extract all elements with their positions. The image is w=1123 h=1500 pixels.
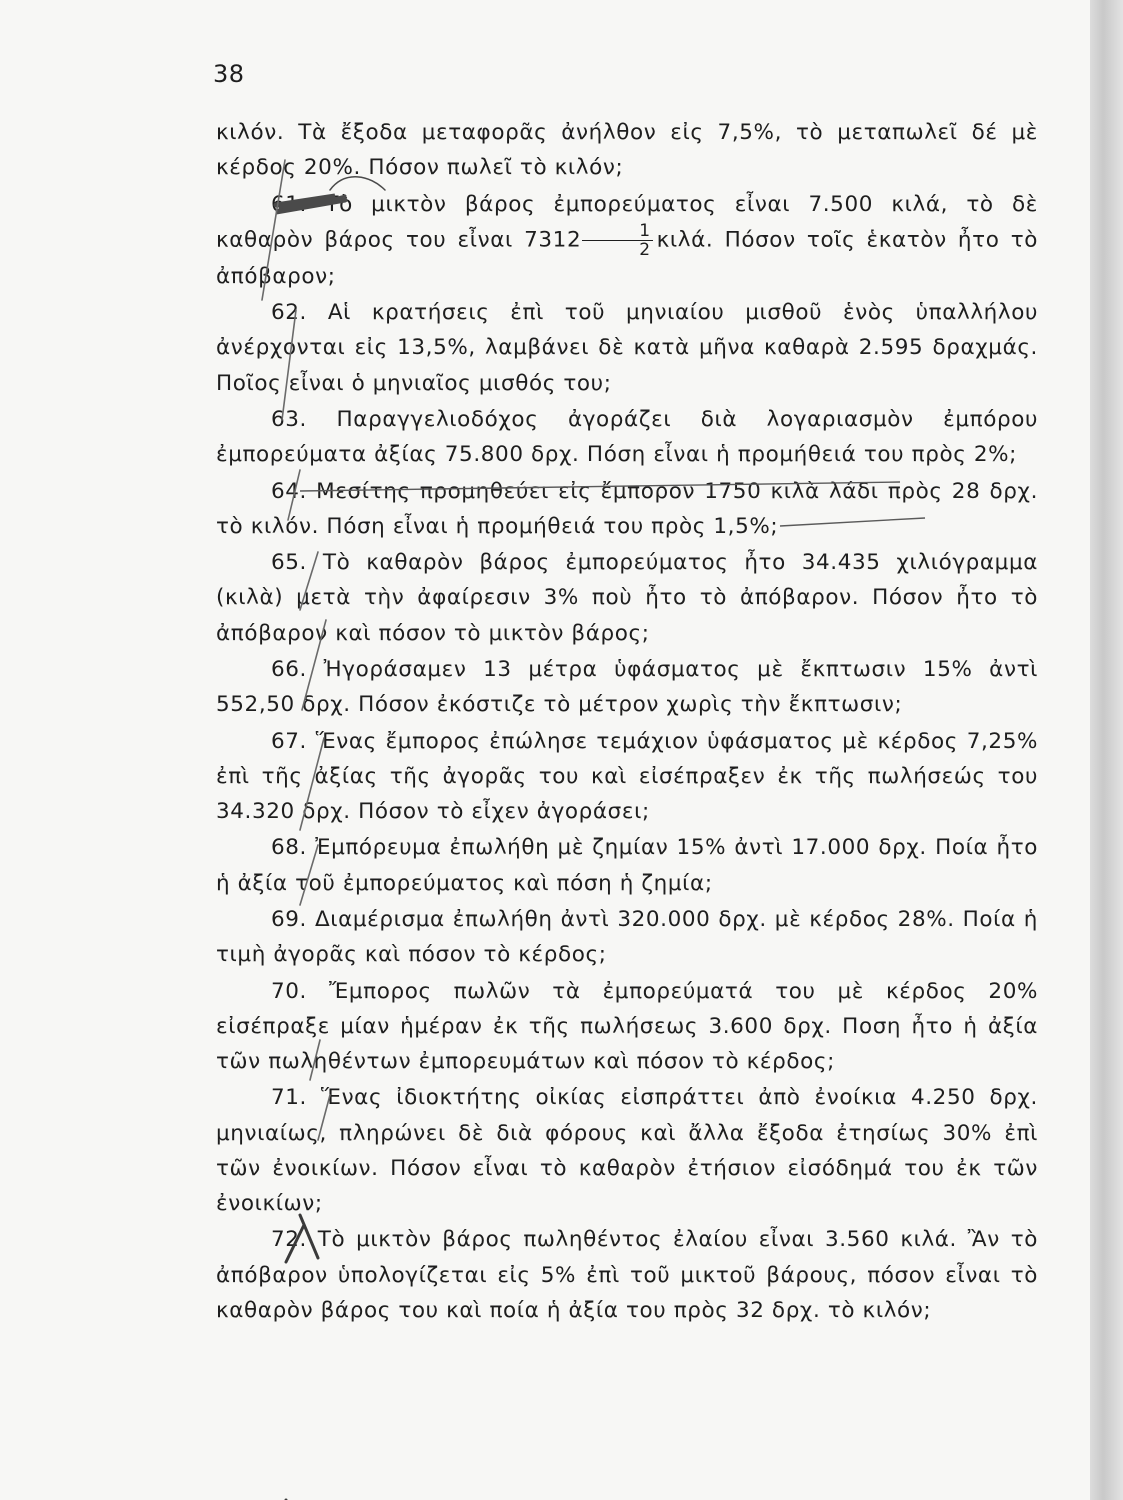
fraction-one-half	[582, 222, 652, 259]
fraction-numerator: 1	[582, 222, 652, 241]
problem-60-continuation: κιλόν. Τὰ ἔξοδα μεταφορᾶς ἀνήλθον εἰς 7,5%, τὸ μεταπωλεῖ δέ μὲ κέρδος 20%. Πόσον πωλεῖ τὸ κιλόν;	[216, 120, 1038, 181]
problem-65: 65. Τὸ καθαρὸν βάρος ἐμπορεύματος ἦτο 34.435 χιλιόγραμμα (κιλὰ) μετὰ τὴν ἀφαίρεσιν 3% ποὺ ἦτο τὸ ἀπόβαρον. Πόσον ἦτο τὸ ἀπόβαρον καὶ πόσον τὸ μικτὸν βάρος;	[216, 550, 1038, 646]
page-edge	[1090, 0, 1123, 1500]
problem-70: 70. Ἔμπορος πωλῶν τὰ ἐμπορεύματά του μὲ κέρδος 20% εἰσέπραξε μίαν ἡμέραν ἐκ τῆς πωλήσεως 3.600 δρχ. Ποση ἦτο ἡ ἀξία τῶν πωληθέντων ἐμπορευμάτων καὶ πόσον τὸ κέρδος;	[216, 978, 1038, 1074]
problem-68: 68. Ἐμπόρευμα ἐπωλήθη μὲ ζημίαν 15% ἀντὶ 17.000 δρχ. Ποία ἦτο ἡ ἀξία τοῦ ἐμπορεύματος καὶ πόση ἡ ζημία;	[216, 835, 1038, 896]
problem-text-block	[216, 115, 1038, 1329]
fraction-denominator: 2	[639, 239, 651, 260]
problem-63: 63. Παραγγελιοδόχος ἀγοράζει διὰ λογαριασμὸν ἐμπόρου ἐμπορεύματα ἀξίας 75.800 δρχ. Πόση εἶναι ἡ προμήθειά του πρὸς 2%;	[216, 406, 1038, 468]
problem-71: 71. Ἕνας ἰδιοκτήτης οἰκίας εἰσπράττει ἀπὸ ἐνοίκια 4.250 δρχ. μηνιαίως, πληρώνει δὲ διὰ φόρους καὶ ἄλλα ἔξοδα ἐτησίως 30% ἐπὶ τῶν ἐνοικίων. Πόσον εἶναι τὸ καθαρὸν ἐτήσιον εἰσόδημά του ἐκ τῶν ἐνοικίων;	[216, 1085, 1038, 1216]
problem-72: 72. Τὸ μικτὸν βάρος πωληθέντος ἐλαίου εἶναι 3.560 κιλά. Ἂν τὸ ἀπόβαρον ὑπολογίζεται εἰς 5% ἐπὶ τοῦ μικτοῦ βάρους, πόσον εἶναι τὸ καθαρὸν βάρος του καὶ ποία ἡ ἀξία του πρὸς 32 δρχ. τὸ κιλόν;	[216, 1227, 1038, 1323]
problem-66: 66. Ἠγοράσαμεν 13 μέτρα ὑφάσματος μὲ ἔκπτωσιν 15% ἀντὶ 552,50 δρχ. Πόσον ἐκόστιζε τὸ μέτρον χωρὶς τὴν ἔκπτωσιν;	[216, 656, 1038, 718]
problem-67: 67. Ἕνας ἔμπορος ἐπώλησε τεμάχιον ὑφάσματος μὲ κέρδος 7,25% ἐπὶ τῆς ἀξίας τῆς ἀγορᾶς του καὶ εἰσέπραξεν ἐκ τῆς πωλήσεώς του 34.320 δρχ. Πόσον τὸ εἶχεν ἀγοράσει;	[216, 728, 1038, 824]
problem-69: 69. Διαμέρισμα ἐπωλήθη ἀντὶ 320.000 δρχ. μὲ κέρδος 28%. Ποία ἡ τιμὴ ἀγορᾶς καὶ πόσον τὸ κέρδος;	[216, 906, 1038, 968]
page-number: 38	[213, 60, 245, 88]
problem-64: 64. Μεσίτης προμηθεύει εἰς ἔμπορον 1750 κιλὰ λάδι πρὸς 28 δρχ. τὸ κιλόν. Πόση εἶναι ἡ προμήθειά του πρὸς 1,5%;	[216, 478, 1038, 539]
problem-61	[216, 187, 1038, 294]
problem-62: 62. Αἱ κρατήσεις ἐπὶ τοῦ μηνιαίου μισθοῦ ἑνὸς ὑπαλλήλου ἀνέρχονται εἰς 13,5%, λαμβάνει δὲ κατὰ μῆνα καθαρὰ 2.595 δραχμάς. Ποῖος εἶναι ὁ μηνιαῖος μισθός του;	[216, 300, 1038, 396]
problem-61-text-start: 61. Τὸ μικτὸν βάρος ἐμπορεύματος εἶναι 7.500 κιλά, τὸ δὲ καθαρὸν βάρος του εἶναι 7312	[216, 191, 1038, 253]
problem-61-text-end: κιλά. Πόσον τοῖς ἑκατὸν ἦτο τὸ ἀπόβαρον;	[216, 227, 1038, 289]
